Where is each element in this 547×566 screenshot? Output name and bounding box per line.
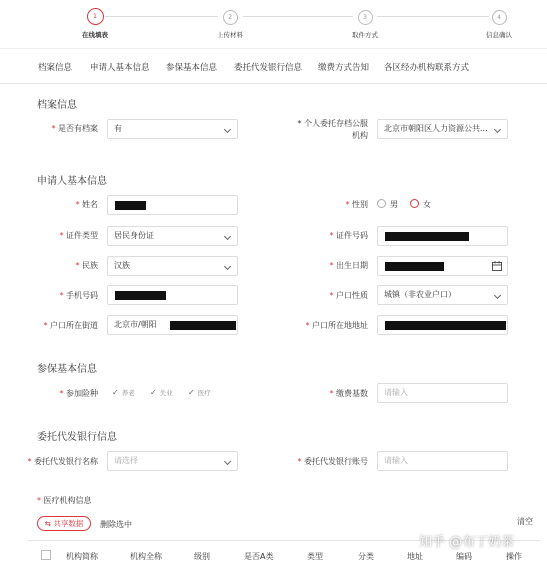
radio-selected-icon [410,199,419,208]
step-number: 3 [358,10,373,25]
share-icon: ⇆ [44,519,54,528]
step-label: 取件方式 [352,31,378,39]
check-icon: ✓ [188,388,195,397]
name-input[interactable] [107,195,238,215]
bank-name-label: * 委托代发银行名称 [27,457,98,466]
step-number: 1 [87,8,104,25]
insurance-types-label: * 参加险种 [59,389,98,398]
redacted-block [115,291,166,300]
column-header[interactable]: 地址 [407,552,423,561]
step-number: 4 [492,10,507,25]
contribution-base-label: * 缴费基数 [329,389,368,398]
redacted-block [385,232,469,241]
bank-account-label: * 委托代发银行账号 [297,457,368,466]
has-archive-label: * 是否有档案 [51,124,98,133]
column-header[interactable]: 机构全称 [130,552,162,561]
select-all-checkbox[interactable] [41,550,51,560]
share-data-button[interactable]: ⇆ 共享数据 [37,516,91,531]
id-type-select[interactable]: 居民身份证 [107,226,238,246]
applicant-section-title: 申请人基本信息 [37,176,107,187]
id-number-label: * 证件号码 [329,231,368,240]
hukou-type-select[interactable]: 城镇（非农业户口） [377,285,508,305]
birth-date-label: * 出生日期 [329,261,368,270]
column-header[interactable]: 类型 [307,552,323,561]
step-2[interactable] [195,10,265,39]
hukou-address-input[interactable] [377,315,508,335]
phone-label: * 手机号码 [59,291,98,300]
gender-label: * 性别 [345,200,368,209]
insurance-section-title: 参保基本信息 [37,364,97,375]
insurance-unemployment-checkbox[interactable]: ✓ 失业 [150,388,173,397]
column-header[interactable]: 编码 [456,552,472,561]
chevron-down-icon [224,263,231,270]
progress-steps [0,8,547,44]
bank-name-select[interactable]: 请选择 [107,451,238,471]
step-label: 上传材料 [217,31,243,39]
step-4[interactable] [464,10,534,39]
column-header[interactable]: 级别 [194,552,210,561]
birth-date-input[interactable] [377,256,508,276]
chevron-down-icon [224,458,231,465]
id-number-input[interactable] [377,226,508,246]
archive-section-title: 档案信息 [37,100,77,111]
redacted-block [385,321,506,330]
tab-bank[interactable]: 委托代发银行信息 [234,63,303,73]
redacted-block [385,262,444,271]
redacted-block [170,321,236,330]
archive-org-select[interactable]: 北京市朝阳区人力资源公共... [377,119,508,139]
insurance-pension-checkbox[interactable]: ✓ 养老 [112,388,135,397]
delete-selected-button[interactable]: 删除选中 [100,520,132,529]
hukou-address-label: * 户口所在地地址 [305,321,368,330]
step-label: 信息确认 [486,31,512,39]
step-3[interactable] [330,10,400,39]
has-archive-select[interactable]: 有 [107,119,238,139]
tab-payment[interactable]: 缴费方式告知 [318,63,370,73]
bank-section-title: 委托代发银行信息 [37,432,117,443]
calendar-icon[interactable] [492,261,502,271]
archive-org-label: * 个人委托存档公服 机构 [297,119,368,140]
chevron-down-icon [494,292,501,299]
tab-contacts[interactable]: 各区经办机构联系方式 [384,63,470,73]
chevron-down-icon [494,126,501,133]
gender-female-radio[interactable]: 女 [410,199,431,210]
hukou-type-label: * 户口性质 [329,291,368,300]
section-tabs [0,48,547,84]
column-header[interactable]: 机构简称 [66,552,98,561]
contribution-base-input[interactable]: 请输入 [377,383,508,403]
step-label: 在线填表 [82,31,108,39]
hukou-street-select[interactable]: 北京市/朝阳 [107,315,238,335]
clear-button[interactable]: 清空 [517,517,533,526]
column-header[interactable]: 是否A类 [244,552,274,561]
check-icon: ✓ [112,388,119,397]
ethnicity-label: * 民族 [75,261,98,270]
check-icon: ✓ [150,388,157,397]
insurance-medical-checkbox[interactable]: ✓ 医疗 [188,388,211,397]
hukou-street-label: * 户口所在街道 [43,321,98,330]
column-header[interactable]: 操作 [506,552,522,561]
name-label: * 姓名 [75,200,98,209]
bank-account-input[interactable]: 请输入 [377,451,508,471]
column-header[interactable]: 分类 [358,552,374,561]
chevron-down-icon [224,126,231,133]
step-number: 2 [223,10,238,25]
id-type-label: * 证件类型 [59,231,98,240]
redacted-block [115,201,146,210]
radio-circle-icon [377,199,386,208]
tab-applicant[interactable]: 申请人基本信息 [90,63,150,73]
phone-input[interactable] [107,285,238,305]
tab-insurance[interactable]: 参保基本信息 [166,63,218,73]
step-1[interactable] [60,8,130,39]
medical-section-title: * 医疗机构信息 [37,496,92,505]
gender-male-radio[interactable]: 男 [377,199,398,210]
tab-archive[interactable]: 档案信息 [38,63,73,73]
watermark: 知乎 @布丁奶茶 [419,535,515,550]
chevron-down-icon [224,233,231,240]
ethnicity-select[interactable]: 汉族 [107,256,238,276]
